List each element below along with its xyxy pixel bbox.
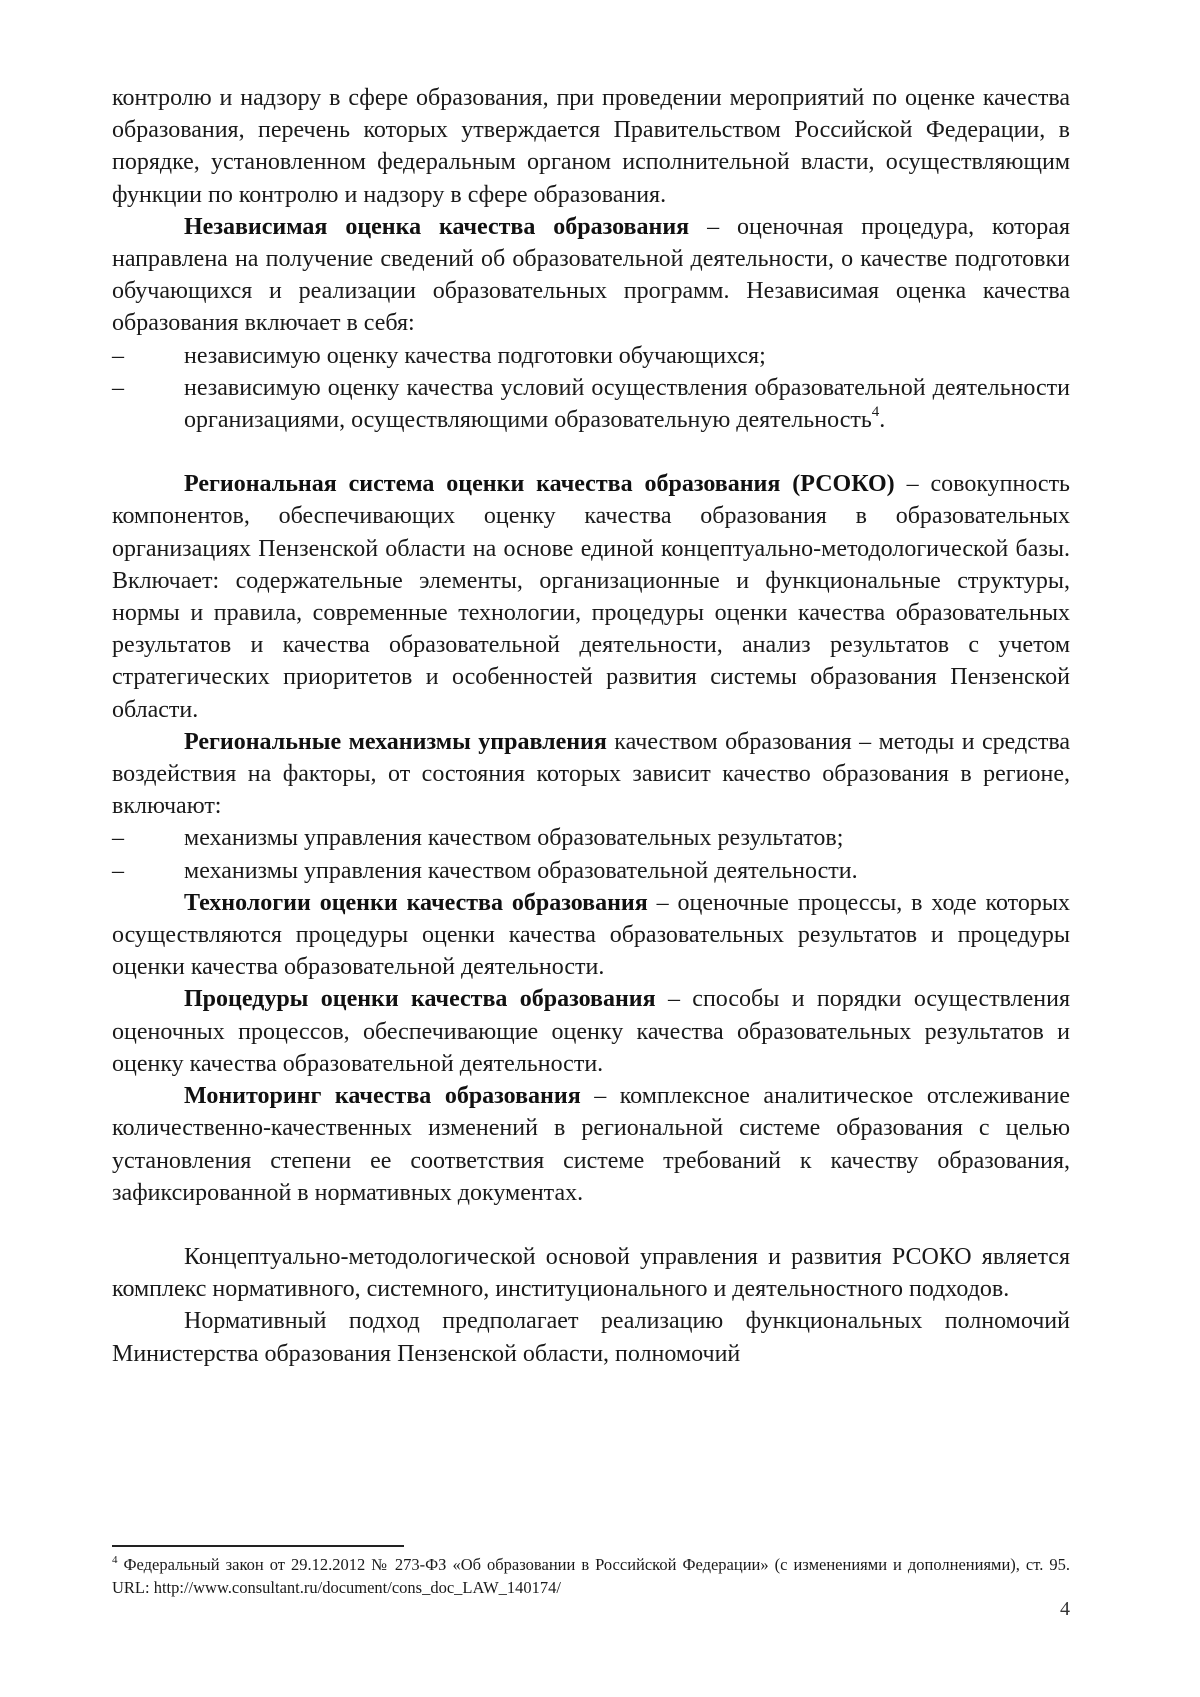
paragraph-normative-approach: Нормативный подход предполагает реализацию функциональных полномочий Министерства образования Пензенской области, полномочий [112, 1308, 1070, 1367]
paragraph-independent-assessment [112, 211, 1070, 340]
paragraph-regional-mechanisms [112, 726, 1070, 823]
term-bold: Региональная система оценки качества образования (РСОКО) [184, 471, 895, 498]
footnote-divider [112, 1545, 404, 1547]
dash-bullet: – [112, 374, 124, 401]
document-body [112, 82, 1070, 1370]
term-bold: Технологии оценки качества образования [184, 889, 648, 916]
term-bold: Региональные механизмы управления [184, 728, 607, 755]
list-item [112, 855, 1070, 887]
paragraph-procedures [112, 983, 1070, 1080]
list-item-text: механизмы управления качеством образовательной деятельности. [184, 857, 858, 884]
list-item-text: независимую оценку качества условий осуществления образовательной деятельности организациями, осуществляющими образовательную деятельность [184, 374, 1070, 434]
paragraph-technologies [112, 887, 1070, 984]
footnote-text: Федеральный закон от 29.12.2012 № 273-ФЗ «Об образовании в Российской Федерации» (с изменениями и дополнениями), ст. 95. URL: http://www.consultant.ru/document/cons_doc_LAW_140174/ [112, 1555, 1070, 1597]
paragraph-methodology: Концептуально-методологической основой управления и развития РСОКО является комплекс нормативного, системного, институционального и деятельностного подходов. [112, 1243, 1070, 1303]
term-definition: – способы и порядки осуществления оценочных процессов, обеспечивающие оценку качества образовательных результатов и оценку качества образовательной деятельности. [112, 986, 1070, 1077]
term-bold: Мониторинг качества образования [184, 1083, 581, 1110]
spacer [112, 436, 1070, 468]
list-item [112, 340, 1070, 372]
term-definition: – оценочные процессы, в ходе которых осуществляются процедуры оценки качества образовательных результатов и процедуры оценки качества образовательной деятельности. [112, 889, 1070, 981]
footnote-mark: 4 [112, 1553, 118, 1566]
footnote-reference: 4 [871, 404, 880, 421]
spacer [112, 1209, 1070, 1241]
term-definition: качеством образования – методы и средства воздействия на факторы, от состояния которых зависит качество образования в регионе, включают: [112, 728, 1070, 820]
dash-bullet: – [112, 342, 124, 369]
dash-bullet: – [112, 857, 124, 884]
list-item-text: механизмы управления качеством образовательных результатов; [184, 825, 844, 852]
term-definition: – комплексное аналитическое отслеживание количественно-качественных изменений в региональной системе образования с целью установления степени ее соответствия системе требований к качеству образования, зафиксированной в нормативных документах. [112, 1083, 1070, 1206]
paragraph-rsoko [112, 468, 1070, 726]
dash-bullet: – [112, 825, 124, 852]
list-item-end: . [879, 407, 886, 434]
paragraph-monitoring [112, 1080, 1070, 1209]
list-item [112, 372, 1070, 436]
paragraph: контролю и надзору в сфере образования, при проведении мероприятий по оценке качества образования, перечень которых утверждается Правительством Российской Федерации, в порядке, установленном федеральным органом исполнительной власти, осуществляющим функции по контролю и надзору в сфере образования. [112, 85, 1070, 208]
list-item [112, 822, 1070, 854]
term-bold: Процедуры оценки качества образования [184, 986, 656, 1013]
footnote [112, 1553, 1070, 1599]
term-definition: – оценочная процедура, которая направлена на получение сведений об образовательной деятельности, о качестве подготовки обучающихся и реализации образовательных программ. Независимая оценка качества образования включает в себя: [112, 213, 1070, 337]
term-bold: Независимая оценка качества образования [184, 213, 690, 240]
list-item-text: независимую оценку качества подготовки обучающихся; [184, 342, 766, 369]
page-number: 4 [1060, 1598, 1070, 1620]
term-definition: – совокупность компонентов, обеспечивающих оценку качества образования в образовательных организациях Пензенской области на основе единой концептуально-методологической базы. Включает: содержательные элементы, организационные и функциональные структуры, нормы и правила, современные технологии, процедуры оценки качества образовательных результатов и качества образовательной деятельности, анализ результатов с учетом стратегических приоритетов и особенностей развития системы образования Пензенской области. [112, 471, 1071, 723]
